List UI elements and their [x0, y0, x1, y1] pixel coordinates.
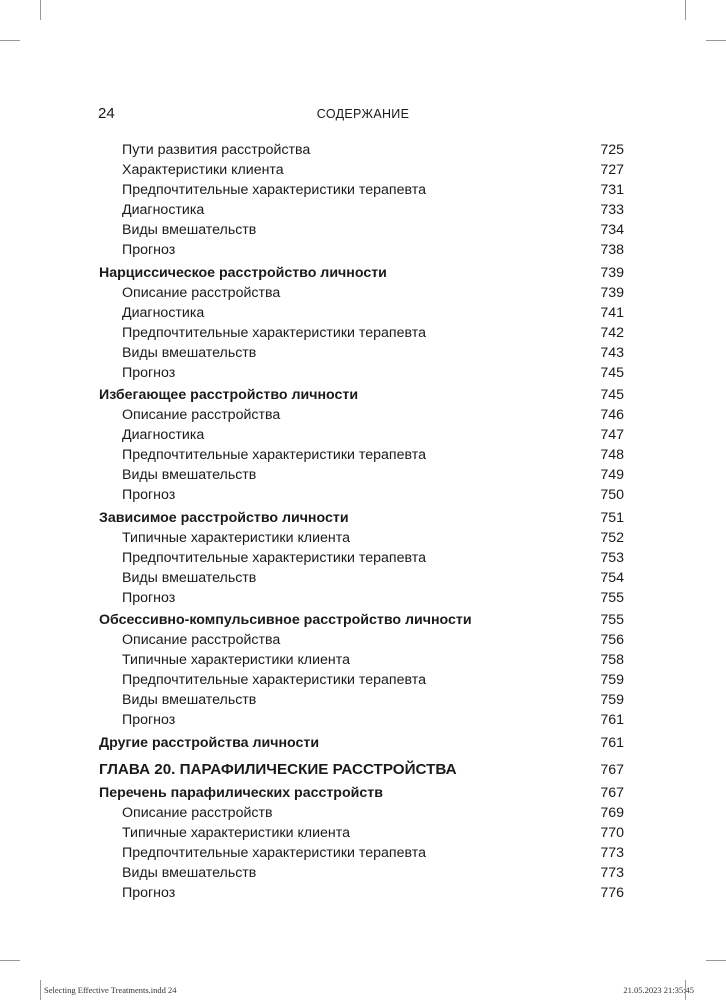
toc-entry-sub — [99, 323, 624, 343]
toc-entry-title: Другие расстройства личности — [99, 734, 320, 751]
toc-entry-sub — [99, 710, 624, 730]
toc-entry-title: Прогноз — [122, 364, 176, 381]
toc-entry-title: Виды вмешательств — [122, 569, 257, 586]
toc-entry-page: 734 — [600, 222, 624, 238]
slug-file-name: Selecting Effective Treatments.indd 24 — [44, 985, 177, 995]
toc-entry-sub — [99, 863, 624, 883]
toc-entry-page: 727 — [600, 162, 624, 178]
toc-entry-sub — [99, 883, 624, 903]
toc-entry-title: Диагностика — [122, 304, 205, 321]
toc-entry-title: Описание расстройств — [122, 804, 273, 821]
table-of-contents — [99, 140, 624, 903]
toc-entry-sub — [99, 823, 624, 843]
toc-entry-sub — [99, 568, 624, 588]
toc-entry-page: 750 — [600, 487, 624, 503]
toc-entry-page: 753 — [600, 549, 624, 566]
toc-entry-sub — [99, 220, 624, 240]
toc-entry-sub — [99, 445, 624, 465]
toc-entry-sub — [99, 160, 624, 180]
toc-entry-sub — [99, 303, 624, 323]
toc-entry-title: Обсессивно-компульсивное расстройство личности — [99, 612, 472, 628]
toc-entry-section — [99, 263, 624, 283]
toc-entry-sub — [99, 485, 624, 505]
toc-entry-page: 767 — [600, 761, 624, 778]
toc-entry-page: 751 — [600, 509, 624, 526]
toc-entry-page: 738 — [600, 242, 624, 258]
toc-entry-title: Прогноз — [122, 242, 176, 258]
toc-entry-page: 739 — [600, 264, 624, 281]
toc-entry-title: Диагностика — [122, 202, 205, 218]
toc-entry-page: 743 — [600, 344, 624, 361]
slug-datetime: 21.05.2023 21:35:45 — [623, 985, 694, 995]
toc-entry-title: Прогноз — [122, 589, 176, 606]
toc-entry-title: Прогноз — [122, 487, 176, 503]
toc-entry-title: Виды вмешательств — [122, 222, 257, 238]
toc-entry-title: Предпочтительные характеристики терапевта — [122, 324, 426, 341]
toc-entry-page: 759 — [600, 692, 624, 708]
toc-entry-title: Перечень парафилических расстройств — [99, 784, 383, 801]
toc-entry-page: 749 — [600, 467, 624, 483]
toc-entry-title: Виды вмешательств — [122, 864, 257, 881]
crop-mark — [0, 40, 20, 41]
toc-entry-sub — [99, 588, 624, 608]
toc-entry-sub — [99, 343, 624, 363]
toc-entry-title: Типичные характеристики клиента — [122, 529, 350, 546]
toc-entry-page: 770 — [600, 824, 624, 841]
toc-entry-sub — [99, 240, 624, 260]
crop-mark — [685, 0, 686, 20]
toc-entry-page: 745 — [600, 364, 624, 381]
toc-entry-page: 745 — [600, 387, 624, 403]
toc-entry-sub — [99, 650, 624, 670]
toc-entry-page: 761 — [600, 712, 624, 728]
toc-entry-page: 754 — [600, 569, 624, 586]
crop-mark — [40, 0, 41, 20]
toc-entry-title: Диагностика — [122, 427, 205, 443]
toc-entry-title: Описание расстройства — [122, 407, 281, 423]
toc-entry-sub — [99, 363, 624, 383]
toc-entry-title: Зависимое расстройство личности — [99, 509, 349, 526]
running-head: СОДЕРЖАНИЕ — [316, 107, 410, 121]
toc-entry-page: 747 — [600, 427, 624, 443]
toc-entry-page: 767 — [600, 784, 624, 801]
toc-entry-title: Описание расстройства — [122, 284, 281, 301]
toc-entry-sub — [99, 690, 624, 710]
toc-entry-title: Предпочтительные характеристики терапевта — [122, 672, 426, 688]
toc-entry-title: Типичные характеристики клиента — [122, 824, 350, 841]
toc-entry-chapter — [99, 760, 624, 780]
crop-mark — [0, 960, 20, 961]
toc-entry-sub — [99, 180, 624, 200]
toc-entry-page: 748 — [600, 447, 624, 463]
toc-entry-page: 733 — [600, 202, 624, 218]
toc-entry-title: ГЛАВА 20. ПАРАФИЛИЧЕСКИЕ РАССТРОЙСТВА — [99, 760, 457, 778]
toc-entry-page: 776 — [600, 884, 624, 901]
toc-entry-page: 759 — [600, 672, 624, 688]
toc-entry-title: Предпочтительные характеристики терапевта — [122, 447, 426, 463]
toc-entry-page: 769 — [600, 804, 624, 821]
crop-mark — [706, 960, 726, 961]
toc-entry-title: Нарциссическое расстройство личности — [99, 264, 387, 281]
crop-mark — [706, 40, 726, 41]
toc-entry-title: Избегающее расстройство личности — [99, 387, 359, 403]
crop-mark — [40, 980, 41, 1000]
toc-entry-page: 725 — [600, 142, 624, 158]
toc-entry-title: Типичные характеристики клиента — [122, 652, 350, 668]
toc-entry-title: Прогноз — [122, 884, 176, 901]
toc-entry-section — [99, 508, 624, 528]
toc-entry-title: Прогноз — [122, 712, 176, 728]
toc-entry-page: 773 — [600, 864, 624, 881]
toc-entry-sub — [99, 630, 624, 650]
toc-entry-title: Виды вмешательств — [122, 467, 257, 483]
toc-entry-page: 739 — [600, 284, 624, 301]
toc-entry-title: Виды вмешательств — [122, 692, 257, 708]
toc-entry-page: 758 — [600, 652, 624, 668]
toc-entry-title: Описание расстройства — [122, 632, 281, 648]
toc-entry-title: Предпочтительные характеристики терапевта — [122, 182, 426, 198]
toc-entry-sub — [99, 140, 624, 160]
toc-entry-page: 746 — [600, 407, 624, 423]
toc-entry-sub — [99, 528, 624, 548]
toc-entry-title: Виды вмешательств — [122, 344, 257, 361]
toc-entry-sub — [99, 803, 624, 823]
toc-entry-title: Предпочтительные характеристики терапевта — [122, 844, 426, 861]
toc-entry-page: 755 — [600, 589, 624, 606]
toc-entry-sub — [99, 670, 624, 690]
toc-entry-title: Характеристики клиента — [122, 162, 284, 178]
toc-entry-sub — [99, 425, 624, 445]
toc-entry-section — [99, 385, 624, 405]
toc-entry-page: 773 — [600, 844, 624, 861]
toc-entry-page: 755 — [600, 612, 624, 628]
toc-entry-sub — [99, 405, 624, 425]
toc-entry-title: Предпочтительные характеристики терапевта — [122, 549, 426, 566]
toc-entry-page: 756 — [600, 632, 624, 648]
toc-entry-page: 761 — [600, 734, 624, 751]
toc-entry-sub — [99, 200, 624, 220]
toc-entry-section — [99, 733, 624, 753]
toc-entry-sub — [99, 465, 624, 485]
toc-entry-sub — [99, 548, 624, 568]
toc-entry-page: 741 — [600, 304, 624, 321]
toc-entry-page: 731 — [600, 182, 624, 198]
toc-entry-section — [99, 610, 624, 630]
toc-entry-page: 752 — [600, 529, 624, 546]
toc-entry-page: 742 — [600, 324, 624, 341]
toc-entry-sub — [99, 283, 624, 303]
toc-entry-sub — [99, 843, 624, 863]
page-number: 24 — [98, 105, 115, 122]
toc-entry-title: Пути развития расстройства — [122, 142, 311, 158]
toc-entry-section — [99, 783, 624, 803]
